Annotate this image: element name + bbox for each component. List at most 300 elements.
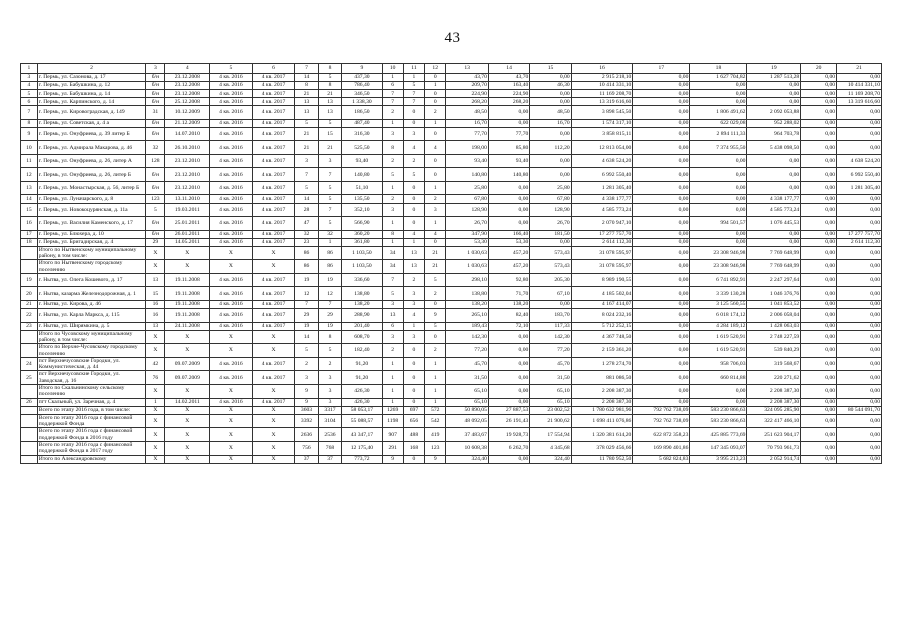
table-cell: 0,00 — [837, 322, 882, 330]
table-cell: 0,00 — [837, 106, 882, 120]
table-cell: 1 320 381 614,20 — [571, 428, 633, 442]
table-cell: X — [146, 441, 165, 455]
table-cell: 4 кв. 2016 — [210, 357, 253, 371]
table-cell: 92,80 — [488, 273, 529, 287]
table-cell: 5 — [318, 181, 342, 195]
table-row — [21, 154, 882, 168]
table-cell: 128,90 — [530, 203, 571, 217]
table-cell: 0,00 — [801, 330, 837, 344]
table-cell: X — [165, 385, 210, 399]
table-cell: 0 — [403, 357, 424, 371]
table-cell: X — [165, 441, 210, 455]
table-cell: 0,00 — [488, 106, 529, 120]
table-cell: 0,00 — [488, 455, 529, 463]
table-cell: 1 — [425, 357, 446, 371]
table-cell: 1 281 305,40 — [571, 181, 633, 195]
table-cell: 0,00 — [633, 246, 690, 260]
table-cell: 3 — [318, 154, 342, 168]
table-cell: 25.12.2008 — [165, 98, 210, 106]
table-cell: 4 кв. 2016 — [210, 203, 253, 217]
table-cell: 77,20 — [530, 344, 571, 358]
table-cell: 0,00 — [837, 127, 882, 141]
table-cell: 19 928,73 — [488, 428, 529, 442]
table-cell — [21, 414, 38, 428]
table-cell: 0,00 — [488, 385, 529, 399]
table-cell: 2 — [382, 106, 403, 120]
table-cell: 573,43 — [530, 246, 571, 260]
table-cell: 31 078 595,97 — [571, 246, 633, 260]
table-cell: 25.01.2011 — [165, 217, 210, 231]
table-cell: 45,70 — [446, 357, 489, 371]
table-cell: 5 682 824,83 — [633, 455, 690, 463]
table-cell: 2 159 361,20 — [571, 344, 633, 358]
table-total-row — [21, 441, 882, 455]
table-cell: 0,00 — [690, 203, 747, 217]
table-cell: 0,00 — [837, 203, 882, 217]
table-cell: 21 — [295, 141, 319, 155]
table-cell: 55 088,57 — [342, 414, 382, 428]
table-cell: 123 — [425, 441, 446, 455]
table-cell: 11 — [21, 154, 38, 168]
table-cell: 48,50 — [530, 106, 571, 120]
table-cell: 608,70 — [342, 330, 382, 344]
table-cell: 19 — [295, 273, 319, 287]
table-cell: 2 070 947,10 — [571, 217, 633, 231]
table-cell: 25,80 — [446, 181, 489, 195]
table-cell: 4 кв. 2017 — [252, 398, 295, 406]
table-cell: 1 103,50 — [342, 246, 382, 260]
table-cell: 322 417 466,10 — [747, 414, 801, 428]
table-cell: 12 — [295, 287, 319, 301]
column-number: 12 — [425, 64, 446, 74]
table-cell: 0,00 — [747, 98, 801, 106]
table-cell: 3 — [382, 300, 403, 308]
table-cell: X — [146, 344, 165, 358]
table-cell: 23.12.2008 — [165, 90, 210, 98]
table-cell: 622 029,08 — [690, 119, 747, 127]
column-number: 3 — [146, 64, 165, 74]
table-cell: 9 — [425, 309, 446, 323]
table-cell: 4 кв. 2017 — [252, 168, 295, 182]
table-cell: 1269 — [382, 406, 403, 414]
table-cell: 12 — [21, 168, 38, 182]
table-cell: 3 — [295, 371, 319, 385]
column-number: 1 — [21, 64, 38, 74]
table-cell: 205,30 — [530, 273, 571, 287]
table-cell: 26 191,43 — [488, 414, 529, 428]
table-cell: 0 — [425, 154, 446, 168]
address-cell: Всего по этапу 2016 года с финансовой поддержкой Фонда — [37, 414, 146, 428]
table-cell: 22 — [21, 309, 38, 323]
table-cell: 138,80 — [342, 287, 382, 301]
table-cell: 0,00 — [633, 357, 690, 371]
table-cell: 0 — [403, 455, 424, 463]
table-cell: 5 — [318, 119, 342, 127]
table-cell: 566,90 — [342, 217, 382, 231]
table-cell: 13 — [146, 322, 165, 330]
column-number: 16 — [571, 64, 633, 74]
table-cell: 7 769 648,99 — [747, 260, 801, 274]
table-cell: 4 — [403, 230, 424, 238]
table-cell: 12 175,40 — [342, 441, 382, 455]
table-cell: 487,40 — [342, 119, 382, 127]
table-cell: 660 814,88 — [690, 371, 747, 385]
table-cell: 5 — [382, 168, 403, 182]
table-cell: 5 — [318, 74, 342, 82]
table-cell: 138,80 — [446, 287, 489, 301]
table-cell: 23 002,52 — [530, 406, 571, 414]
table-cell: 1 619 520,91 — [690, 330, 747, 344]
table-cell: 1 698 411 076,86 — [571, 414, 633, 428]
table-cell: 4 кв. 2016 — [210, 127, 253, 141]
table-cell: 91,20 — [342, 371, 382, 385]
table-cell: 4 638 524,20 — [571, 154, 633, 168]
table-cell: 3 — [318, 398, 342, 406]
address-cell: Итого по Скальнинскому сельскому поселению — [37, 385, 146, 399]
table-cell: 45,70 — [530, 357, 571, 371]
table-cell: 23.12.2010 — [165, 168, 210, 182]
table-cell: 4 338 177,77 — [747, 195, 801, 203]
table-cell: 0,00 — [801, 287, 837, 301]
table-cell: 0,00 — [801, 154, 837, 168]
table-cell: 86 — [318, 260, 342, 274]
table-cell: 140,80 — [446, 168, 489, 182]
table-cell: 1 041 853,52 — [747, 300, 801, 308]
table-cell: 4 кв. 2016 — [210, 238, 253, 246]
table-cell: 573,43 — [530, 260, 571, 274]
table-cell: 0,00 — [801, 90, 837, 98]
table-cell: 1 338,30 — [342, 98, 382, 106]
table-cell: 0,00 — [633, 82, 690, 90]
table-cell: 32 — [318, 230, 342, 238]
table-row — [21, 90, 882, 98]
table-cell: 0,00 — [837, 398, 882, 406]
table-cell: 4 кв. 2016 — [210, 106, 253, 120]
table-cell: 0,00 — [837, 414, 882, 428]
table-cell: 21 — [318, 90, 342, 98]
table-cell: 0,00 — [633, 119, 690, 127]
table-cell: 3 — [21, 74, 38, 82]
table-cell: 0,00 — [633, 90, 690, 98]
table-cell: 21.12.2009 — [165, 119, 210, 127]
table-cell: X — [146, 260, 165, 274]
table-cell: 0,00 — [488, 203, 529, 217]
table-cell: 19.11.2008 — [165, 309, 210, 323]
table-cell: 4 338 177,77 — [571, 195, 633, 203]
table-cell: 0,00 — [801, 181, 837, 195]
table-cell: 0 — [425, 127, 446, 141]
table-cell: X — [210, 428, 253, 442]
table-cell: 0,00 — [837, 260, 882, 274]
table-cell: 0,00 — [690, 398, 747, 406]
table-cell: 4 кв. 2016 — [210, 181, 253, 195]
table-cell: 0 — [403, 217, 424, 231]
table-cell: 583 230 866,63 — [690, 414, 747, 428]
table-cell: 4 кв. 2017 — [252, 154, 295, 168]
table-cell: 3 — [295, 154, 319, 168]
table-cell: 0,00 — [633, 74, 690, 82]
table-cell: 5 — [295, 181, 319, 195]
address-cell: г. Нытва, казарма Железнодорожная, д. 1 — [37, 287, 146, 301]
table-cell: 425 885 773,69 — [690, 428, 747, 442]
table-cell: 0,00 — [801, 322, 837, 330]
table-cell: 336,60 — [342, 273, 382, 287]
table-cell: 622 872 358,23 — [633, 428, 690, 442]
table-cell: 142,30 — [446, 330, 489, 344]
table-cell: 3104 — [318, 414, 342, 428]
table-cell: 168 — [403, 441, 424, 455]
table-cell: 0 — [403, 398, 424, 406]
table-cell: 21 — [318, 141, 342, 155]
address-cell: г. Пермь, ул. Онуфриева, д. 39 литер Б — [37, 127, 146, 141]
table-cell: 4 кв. 2017 — [252, 181, 295, 195]
table-cell: 189,43 — [446, 322, 489, 330]
table-cell: 21 — [295, 90, 319, 98]
table-cell: 4 638 524,20 — [837, 154, 882, 168]
table-cell: 19 — [318, 273, 342, 287]
table-cell: 0 — [425, 238, 446, 246]
table-cell: 7 — [403, 98, 424, 106]
table-cell: 0,00 — [801, 106, 837, 120]
table-cell: 0,00 — [690, 195, 747, 203]
table-row — [21, 74, 882, 82]
table-total-row — [21, 455, 882, 463]
table-cell: 4 кв. 2017 — [252, 106, 295, 120]
table-cell: 2 247 297,64 — [747, 273, 801, 287]
table-cell: 14 — [295, 195, 319, 203]
table-cell: 09.07.2009 — [165, 371, 210, 385]
table-cell: 5 — [425, 322, 446, 330]
table-cell: X — [165, 246, 210, 260]
table-cell: 4 кв. 2016 — [210, 217, 253, 231]
table-cell: 457,20 — [488, 260, 529, 274]
table-cell: 0,00 — [801, 441, 837, 455]
table-cell: 19.11.2008 — [165, 287, 210, 301]
table-cell: 4 — [425, 230, 446, 238]
table-cell: 7 — [295, 168, 319, 182]
table-cell: 0,00 — [633, 309, 690, 323]
table-cell: 0,00 — [837, 330, 882, 344]
table-cell: X — [146, 455, 165, 463]
table-cell: X — [210, 455, 253, 463]
table-cell: 11 780 952,50 — [571, 455, 633, 463]
table-row — [21, 106, 882, 120]
table-cell: 13 — [318, 98, 342, 106]
address-cell: г. Пермь, ул. Блюхера, д. 10 — [37, 230, 146, 238]
table-cell: 0,00 — [690, 168, 747, 182]
table-cell: 4 кв. 2017 — [252, 119, 295, 127]
table-cell: 0,00 — [801, 260, 837, 274]
table-cell: 19 — [21, 273, 38, 287]
table-cell: б/н — [146, 230, 165, 238]
table-cell: 2 052 914,74 — [747, 455, 801, 463]
table-cell: 25 — [21, 371, 38, 385]
table-cell: 23 308 946,98 — [690, 260, 747, 274]
table-row — [21, 398, 882, 406]
table-cell: 21 900,62 — [530, 414, 571, 428]
table-cell: 16 — [146, 300, 165, 308]
address-cell: г. Пермь, ул. Василия Каменского, д. 17 — [37, 217, 146, 231]
table-cell: 117,33 — [530, 322, 571, 330]
table-cell: 140,80 — [342, 168, 382, 182]
table-cell: 8 — [318, 82, 342, 90]
table-total-row — [21, 428, 882, 442]
table-total-row — [21, 246, 882, 260]
address-cell: г. Пермь, ул. Адмирала Макарова, д. 46 — [37, 141, 146, 155]
table-cell: 13 — [295, 106, 319, 120]
table-cell: 28 — [295, 203, 319, 217]
table-cell: 426,30 — [342, 385, 382, 399]
table-cell: 7 — [295, 300, 319, 308]
table-cell: 5 438 098,50 — [747, 141, 801, 155]
table-cell — [21, 406, 38, 414]
table-cell: X — [252, 344, 295, 358]
table-cell: 1 — [382, 371, 403, 385]
table-cell: 29 — [318, 309, 342, 323]
table-cell: 24 — [21, 357, 38, 371]
table-cell: 67,10 — [530, 287, 571, 301]
table-cell: 5 — [21, 90, 38, 98]
table-cell: 0,00 — [488, 330, 529, 344]
table-cell: 0,00 — [633, 106, 690, 120]
table-cell: 5 712 252,15 — [571, 322, 633, 330]
table-row — [21, 300, 882, 308]
table-cell: 4 кв. 2017 — [252, 273, 295, 287]
table-cell: 0,00 — [801, 455, 837, 463]
table-cell: 7 374 955,50 — [690, 141, 747, 155]
table-cell: б/н — [146, 74, 165, 82]
table-cell: 13 319 616,60 — [837, 98, 882, 106]
table-cell: 0 — [403, 203, 424, 217]
table-cell: 0,00 — [801, 98, 837, 106]
table-cell: 4 кв. 2016 — [210, 74, 253, 82]
table-row — [21, 82, 882, 90]
table-cell: 7 — [21, 106, 38, 120]
table-cell: 65,10 — [446, 385, 489, 399]
table-cell: 4 кв. 2016 — [210, 119, 253, 127]
table-cell: 1 — [382, 119, 403, 127]
table-cell: 4 кв. 2017 — [252, 357, 295, 371]
table-cell: 181,50 — [530, 230, 571, 238]
table-cell: 58 053,17 — [342, 406, 382, 414]
table-cell: 8 989 190,55 — [571, 273, 633, 287]
table-cell: 37 — [318, 455, 342, 463]
table-cell: 163,40 — [488, 82, 529, 90]
table-cell: 0,00 — [801, 127, 837, 141]
table-cell: 198,00 — [446, 141, 489, 155]
table-cell: 1 619 520,91 — [690, 344, 747, 358]
table-cell: 4 367 748,50 — [571, 330, 633, 344]
table-cell: 43,70 — [446, 74, 489, 82]
table-cell: 488 — [403, 428, 424, 442]
table-cell: 1 030,63 — [446, 260, 489, 274]
table-cell: 43 347,17 — [342, 428, 382, 442]
table-cell: 0,00 — [488, 371, 529, 385]
table-cell: 0,00 — [837, 74, 882, 82]
table-cell: 4 585 773,24 — [747, 203, 801, 217]
table-cell: 5 — [146, 203, 165, 217]
table-cell: 9 — [382, 455, 403, 463]
table-cell: 34 — [382, 246, 403, 260]
table-cell: 23.12.2010 — [165, 154, 210, 168]
table-cell: 10 — [21, 141, 38, 155]
table-row — [21, 119, 882, 127]
table-cell: 0,00 — [690, 90, 747, 98]
table-cell: 1 — [382, 398, 403, 406]
table-cell: 93,40 — [342, 154, 382, 168]
table-cell: 1 780 632 981,96 — [571, 406, 633, 414]
table-cell: 72,10 — [488, 322, 529, 330]
table-cell: 1 — [382, 74, 403, 82]
table-cell: 93,40 — [446, 154, 489, 168]
table-cell: 0,00 — [530, 168, 571, 182]
table-cell: 0 — [403, 344, 424, 358]
table-cell: X — [252, 246, 295, 260]
address-cell: пст Верхнечусовские Городки, ул. Заводская, д. 16 — [37, 371, 146, 385]
table-cell: 15 — [318, 127, 342, 141]
table-cell: 31 078 595,97 — [571, 260, 633, 274]
table-cell: 13 — [21, 181, 38, 195]
table-cell: 0,00 — [801, 82, 837, 90]
table-cell: 23.12.2008 — [165, 82, 210, 90]
column-number: 18 — [690, 64, 747, 74]
table-cell: 994 501,57 — [690, 217, 747, 231]
address-cell: Итого по Чусовскому муниципальному району, в том числе: — [37, 330, 146, 344]
table-cell: 4 кв. 2017 — [252, 287, 295, 301]
address-cell: г. Нытва, ул. Олега Кошевого, д. 17 — [37, 273, 146, 287]
table-cell: 324,40 — [530, 455, 571, 463]
table-cell: 0,00 — [633, 273, 690, 287]
table-cell: 9 — [295, 398, 319, 406]
table-cell: 4 кв. 2017 — [252, 141, 295, 155]
table-cell: 220 271,62 — [747, 371, 801, 385]
table-cell: 21 — [425, 260, 446, 274]
table-cell: 12 813 054,00 — [571, 141, 633, 155]
table-cell: 86 — [318, 246, 342, 260]
table-cell: 0,00 — [747, 168, 801, 182]
table-cell: 0,00 — [801, 414, 837, 428]
table-cell: 17 — [21, 230, 38, 238]
table-cell: X — [252, 441, 295, 455]
table-cell: X — [146, 385, 165, 399]
table-cell: 23 308 946,98 — [690, 246, 747, 260]
table-cell: 0,00 — [633, 127, 690, 141]
table-cell: 4 кв. 2017 — [252, 217, 295, 231]
table-row — [21, 168, 882, 182]
table-cell: 37 — [295, 455, 319, 463]
table-cell: 0,00 — [837, 344, 882, 358]
table-cell: 288,90 — [342, 309, 382, 323]
table-cell: X — [165, 428, 210, 442]
table-cell: 3 898 545,50 — [571, 106, 633, 120]
table-cell: X — [165, 406, 210, 414]
table-cell: 4 кв. 2017 — [252, 322, 295, 330]
table-cell: 3 339 130,28 — [690, 287, 747, 301]
table-cell: 19.03.2011 — [165, 203, 210, 217]
table-row — [21, 238, 882, 246]
table-cell: 2 006 058,04 — [747, 309, 801, 323]
table-cell: 298,10 — [446, 273, 489, 287]
table-cell: 0,00 — [801, 309, 837, 323]
table-cell: 0,00 — [801, 230, 837, 238]
table-cell: 19 — [295, 322, 319, 330]
table-cell: 4 кв. 2016 — [210, 154, 253, 168]
table-cell: 65,10 — [530, 385, 571, 399]
table-cell: 13 — [295, 98, 319, 106]
table-cell: 16 — [146, 309, 165, 323]
resettlement-register-table — [20, 63, 882, 464]
table-cell: 20 — [21, 287, 38, 301]
